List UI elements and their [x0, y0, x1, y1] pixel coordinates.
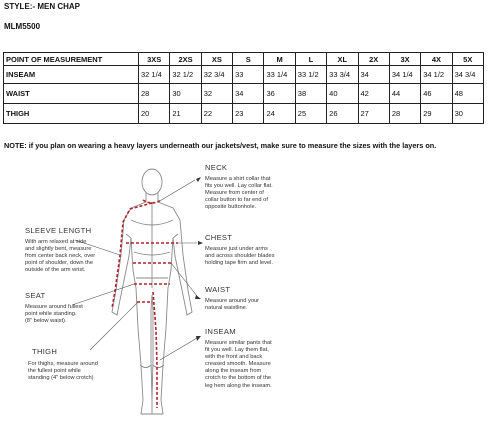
- table-cell: 32 3/4: [201, 66, 232, 84]
- table-cell: 32 1/4: [139, 66, 170, 84]
- neck-description-line: opposite buttonhole.: [205, 204, 257, 211]
- chest-description-line: holding tape firm and level.: [205, 260, 273, 267]
- chest-description: [205, 246, 275, 267]
- sleeve-description-line: With arm relaxed at side: [25, 239, 87, 245]
- table-cell: 34: [358, 66, 389, 84]
- table-cell: 38: [295, 84, 326, 104]
- sleeve-description-line: outside of the arm wrist.: [25, 267, 86, 274]
- seat-description-line: Measure around fullest: [25, 304, 83, 310]
- table-row-waist: [4, 84, 484, 104]
- table-cell: 23: [233, 104, 264, 124]
- table-cell: 42: [358, 84, 389, 104]
- table-cell: 33 1/4: [264, 66, 295, 84]
- sleeve-length-description: [25, 239, 95, 274]
- waist-description-line: Measure around your: [205, 298, 260, 304]
- size-header-4x: 4X: [421, 53, 452, 66]
- inseam-title: INSEAM: [205, 327, 236, 336]
- measurement-lines: [112, 200, 178, 408]
- table-cell: 28: [139, 84, 170, 104]
- inseam-description-line: fit you well. Lay them flat,: [205, 347, 269, 354]
- neck-description-line: Measure a shirt collar that: [205, 176, 271, 182]
- size-header-m: M: [264, 53, 295, 66]
- row-label: WAIST: [4, 84, 139, 104]
- waist-title: WAIST: [205, 285, 231, 294]
- table-cell: 28: [389, 104, 420, 124]
- arrow-heads: [195, 177, 203, 341]
- table-cell: 40: [327, 84, 358, 104]
- thigh-description: [28, 361, 98, 382]
- waist-description-line: natural waistline.: [205, 305, 248, 312]
- table-cell: 25: [295, 104, 326, 124]
- table-cell: 36: [264, 84, 295, 104]
- row-label: THIGH: [4, 104, 139, 124]
- thigh-description-line: standing (4" below crotch): [28, 375, 94, 382]
- size-chart-table: [3, 52, 484, 124]
- sleeve-description-line: point of shoulder, down the: [25, 260, 93, 267]
- table-cell: 34 3/4: [452, 66, 483, 84]
- table-cell: 30: [170, 84, 201, 104]
- table-cell: 32 1/2: [170, 66, 201, 84]
- table-cell: 46: [421, 84, 452, 104]
- inseam-description-line: along the inseam from: [205, 368, 262, 375]
- size-header-2x: 2X: [358, 53, 389, 66]
- inseam-description-line: crotch to the bottom of the: [205, 375, 272, 382]
- chest-description-line: and across shoulder blades: [205, 253, 275, 260]
- table-row-thigh: [4, 104, 484, 124]
- neck-description-line: fits you well. Lay collar flat.: [205, 183, 273, 190]
- size-header-xl: XL: [327, 53, 358, 66]
- size-header-s: S: [233, 53, 264, 66]
- table-cell: 34: [233, 84, 264, 104]
- layering-note: NOTE: if you plan on wearing a heavy layers underneath our jackets/vest, make sure to measure the sizes with the layers on.: [4, 141, 437, 150]
- table-cell: 33 1/2: [295, 66, 326, 84]
- table-header-row: [4, 53, 484, 66]
- inseam-description-line: creased smooth. Measure: [205, 361, 271, 368]
- size-header-3xs: 3XS: [139, 53, 170, 66]
- table-cell: 34 1/4: [389, 66, 420, 84]
- seat-description-line: point while standing.: [25, 311, 77, 318]
- table-cell: 22: [201, 104, 232, 124]
- table-cell: 33: [233, 66, 264, 84]
- thigh-description-line: For thighs, measure around: [28, 361, 98, 367]
- inseam-description: [205, 340, 272, 390]
- table-cell: 48: [452, 84, 483, 104]
- seat-description-line: (8" below waist).: [25, 318, 67, 325]
- table-cell: 29: [421, 104, 452, 124]
- chest-title: CHEST: [205, 233, 233, 242]
- table-cell: 21: [170, 104, 201, 124]
- header-point-of-measurement: POINT OF MEASUREMENT: [4, 53, 139, 66]
- table-cell: 44: [389, 84, 420, 104]
- style-title: STYLE:- MEN CHAP: [4, 2, 80, 11]
- neck-description-line: Measure from center of: [205, 190, 264, 197]
- sleeve-description-line: and slightly bent, measure: [25, 246, 92, 253]
- table-cell: 34 1/2: [421, 66, 452, 84]
- size-header-xs: XS: [201, 53, 232, 66]
- thigh-title: THIGH: [32, 347, 58, 356]
- body-outline: [112, 169, 192, 414]
- inseam-description-line: Measure similar pants that: [205, 340, 272, 346]
- table-cell: 20: [139, 104, 170, 124]
- inseam-measure-line: [153, 292, 157, 408]
- waist-description: [205, 298, 259, 312]
- sleeve-description-line: from center back neck, over: [25, 253, 96, 260]
- sleeve-length-title: SLEEVE LENGTH: [25, 226, 92, 235]
- seat-description: [25, 304, 83, 325]
- seat-title: SEAT: [25, 291, 46, 300]
- table-cell: 30: [452, 104, 483, 124]
- size-header-3x: 3X: [389, 53, 420, 66]
- table-cell: 32: [201, 84, 232, 104]
- neck-description: [205, 176, 273, 211]
- chest-description-line: Measure just under arms: [205, 246, 268, 252]
- size-header-l: L: [295, 53, 326, 66]
- inseam-description-line: with the front and back: [205, 354, 263, 361]
- size-header-5x: 5X: [452, 53, 483, 66]
- size-header-2xs: 2XS: [170, 53, 201, 66]
- table-cell: 27: [358, 104, 389, 124]
- row-label: INSEAM: [4, 66, 139, 84]
- table-cell: 24: [264, 104, 295, 124]
- table-row-inseam: [4, 66, 484, 84]
- style-code: MLM5500: [4, 22, 41, 31]
- neck-title: NECK: [205, 163, 228, 172]
- table-cell: 33 3/4: [327, 66, 358, 84]
- inseam-description-line: leg hem along the inseam.: [205, 382, 272, 389]
- neck-description-line: collar button to far end of: [205, 197, 268, 204]
- table-cell: 26: [327, 104, 358, 124]
- thigh-description-line: the fullest point while: [28, 368, 81, 375]
